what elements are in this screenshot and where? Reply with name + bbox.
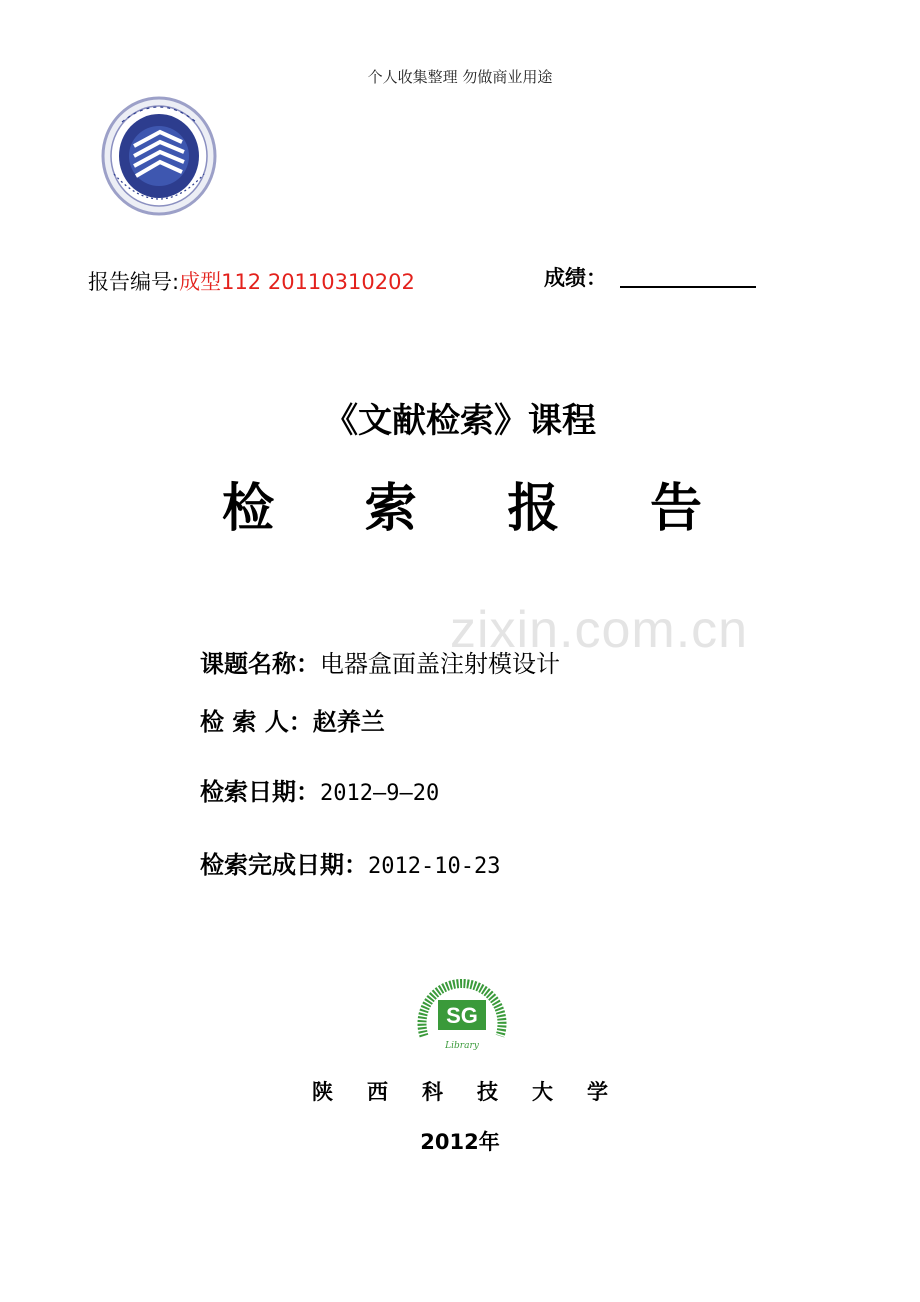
main-title — [222, 466, 702, 541]
field-topic-label: 课题名称： — [200, 650, 320, 678]
score-blank-line[interactable] — [620, 286, 756, 288]
score-label: 成绩： — [544, 266, 607, 290]
svg-text:SG: SG — [446, 1003, 478, 1028]
field-search-date-value: 2012—9—20 — [320, 781, 440, 806]
field-searcher — [200, 702, 385, 737]
field-completion-date-value: 2012-10-23 — [368, 854, 501, 879]
field-search-date — [200, 772, 439, 807]
watermark: zixin.com.cn — [450, 601, 749, 659]
field-topic — [200, 644, 560, 679]
main-title-char: 告 — [649, 479, 702, 539]
library-logo-icon — [410, 972, 514, 1058]
score — [544, 262, 607, 292]
year: 2012年 — [420, 1130, 500, 1154]
field-topic-value: 电器盒面盖注射模设计 — [320, 650, 560, 678]
university-char: 学 — [587, 1080, 608, 1104]
field-completion-date — [200, 845, 500, 880]
university-char: 技 — [477, 1080, 498, 1104]
university-char: 科 — [422, 1080, 443, 1104]
university-name — [312, 1076, 608, 1106]
report-number-value: 成型112 20110310202 — [179, 270, 415, 294]
svg-text:Library: Library — [445, 1041, 479, 1051]
report-number — [88, 266, 415, 296]
main-title-char: 索 — [364, 479, 417, 539]
university-emblem-icon — [100, 94, 218, 224]
field-completion-date-label: 检索完成日期： — [200, 851, 368, 879]
university-char: 大 — [532, 1080, 553, 1104]
report-number-label: 报告编号: — [88, 270, 180, 294]
university-char: 陕 — [312, 1080, 333, 1104]
main-title-char: 报 — [507, 479, 560, 539]
header-note: 个人收集整理 勿做商业用途 — [367, 68, 553, 86]
field-searcher-label: 检 索 人： — [200, 708, 313, 736]
field-searcher-value: 赵养兰 — [312, 708, 385, 736]
course-title: 《文献检索》课程 — [324, 401, 596, 441]
main-title-char: 检 — [222, 479, 275, 539]
field-search-date-label: 检索日期： — [200, 778, 320, 806]
university-char: 西 — [367, 1080, 388, 1104]
